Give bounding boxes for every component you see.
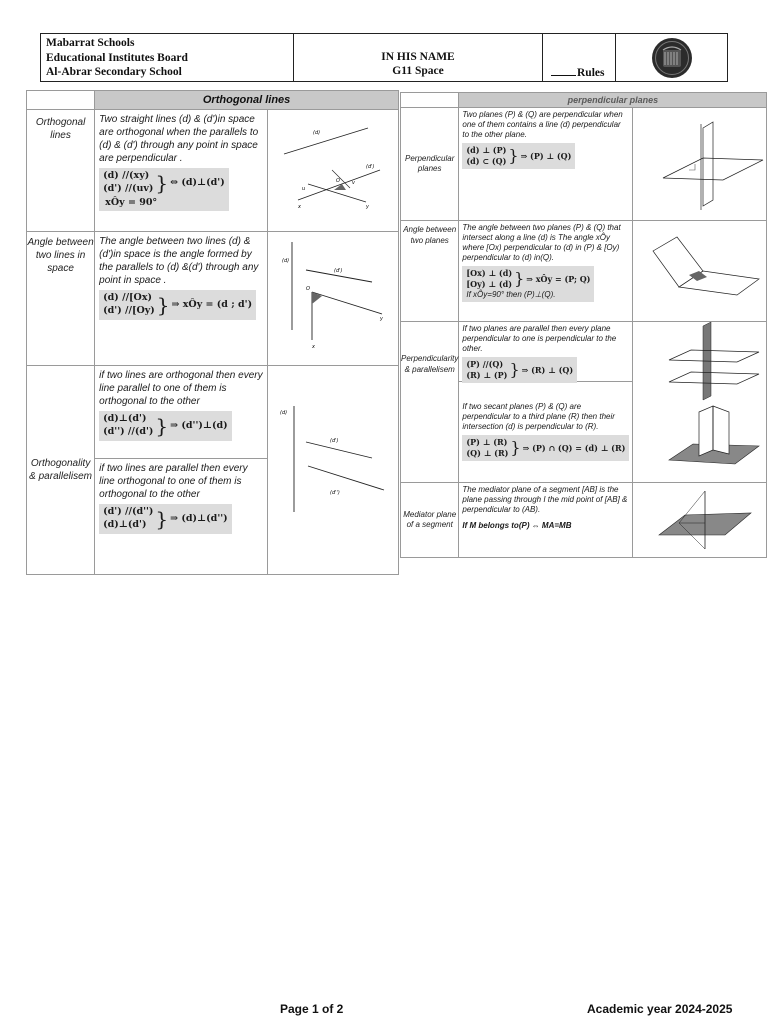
- figure-orthogonality-parallelisem: [267, 366, 398, 575]
- label-orthogonality-parallelisem: Orthogonality & parallelisem: [27, 366, 95, 575]
- figure-perpendicular-planes: [633, 108, 767, 221]
- definition-orthogonal-lines: Two straight lines (d) & (d')in space are orthogonal when the parallels to (d) & (d') through any point in space are perpendicular .: [99, 114, 259, 164]
- formula-line-2: (d') //[Oy): [103, 304, 155, 316]
- figure-perpendicularity-parallelisem: [633, 322, 767, 483]
- formula-line-2: (Q) ⊥ (R): [466, 447, 509, 458]
- label-perpendicularity-parallelisem: Perpendicularity & parallelisem: [401, 322, 459, 483]
- formula-note: If xÔy=90° then (P)⊥(Q).: [466, 289, 556, 299]
- subcell-orthogonal-rule: [95, 366, 266, 459]
- text-perpendicularity-parallelisem: [459, 322, 633, 483]
- fig-label-v: v: [351, 180, 355, 186]
- fig-label-o: O: [305, 286, 310, 292]
- formula-result: ⇔ (d)⊥(d'): [170, 177, 225, 189]
- academic-year: Academic year 2024-2025: [587, 1002, 733, 1016]
- orthogonal-lines-table: [26, 90, 399, 575]
- formula-angle-between-planes: [Ox) ⊥ (d) [Oy) ⊥ (d) } ⇒ xÔy = (P; Q) If xÔy=90° then (P)⊥(Q).: [462, 266, 594, 302]
- label-mediator-plane: Mediator plane of a segment: [401, 483, 459, 558]
- secant-planes-diagram: [633, 404, 766, 480]
- text-mediator-plane: [459, 483, 633, 558]
- formula-orthogonal-lines: (d) //(xy) (d') //(uv) } ⇔ (d)⊥(d') xÔy = 90°: [99, 168, 229, 211]
- formula-result: ⇒ (d)⊥(d''): [170, 513, 228, 525]
- text-angle-between-lines: [95, 232, 267, 366]
- rule-orthogonal: if two lines are orthogonal then every line parallel to one of them is orthogonal to the other: [99, 370, 263, 407]
- formula-line-1: (d) //(xy): [103, 170, 150, 181]
- formula-line-1: (d') //(d''): [103, 506, 154, 517]
- fig-label-d-prime: (d'): [365, 164, 375, 170]
- rule-secant-planes: If two secant planes (P) & (Q) are perpendicular to a third plane (R) then their intersection (d) is perpendicular to (R).: [462, 402, 615, 431]
- rule-parallel-planes: If two planes are parallel then every plane perpendicular to one is perpendicular to the other.: [462, 324, 617, 353]
- label-perpendicular-planes: Perpendicular planes: [401, 108, 459, 221]
- figure-angle-between-planes: [633, 221, 767, 322]
- formula-line-1: (P) //(Q): [466, 359, 504, 369]
- formula-parallel-planes-rule: (P) //(Q) (R) ⊥ (P) } ⇒ (R) ⊥ (Q): [462, 357, 577, 383]
- subcell-parallel-rule: [95, 459, 266, 537]
- formula-line-1: [Ox) ⊥ (d): [466, 268, 513, 278]
- formula-result: ⇒ (P) ⊥ (Q): [520, 150, 572, 161]
- fig-label-y: y: [365, 204, 369, 210]
- fig-label-y: y: [379, 316, 383, 322]
- definition-angle-between-planes: The angle between two planes (P) & (Q) that intersect along a line (d) is The angle xÔy where [Ox) perpendicular to (d) in (P) & [Oy) perpendicular to (d) in(Q).: [462, 223, 621, 262]
- formula-line-1: (d) ⊥ (P): [466, 145, 507, 155]
- formula-parallel-rule: (d') //(d'') (d)⊥(d') } ⇒ (d)⊥(d''): [99, 504, 231, 534]
- formula-result: ⇒ (P) ∩ (Q) = (d) ⊥ (R): [522, 442, 626, 453]
- formula-line-2: (R) ⊥ (P): [466, 369, 508, 380]
- school-line-2: Educational Institutes Board: [46, 51, 188, 64]
- subcell-secant-planes-rule: [459, 382, 632, 463]
- formula-result: ⇒ (R) ⊥ (Q): [521, 364, 574, 375]
- rule-parallel: if two lines are parallel then every line orthogonal to one of them is orthogonal to the other: [99, 463, 248, 500]
- parallel-planes-diagram: [633, 322, 766, 402]
- formula-result: ⇒ xÔy = (P; Q): [526, 273, 591, 284]
- fig-label-d-second: (d''): [329, 490, 340, 496]
- orthogonal-lines-title: Orthogonal lines: [95, 91, 399, 110]
- figure-orthogonal-lines: [267, 110, 398, 232]
- school-emblem-icon: [650, 36, 694, 80]
- orthogonal-lines-diagram: [268, 110, 398, 228]
- fig-label-d: (d): [281, 258, 289, 264]
- text-angle-between-planes: [459, 221, 633, 322]
- perpendicular-planes-diagram: [633, 108, 766, 218]
- orthogonality-diagram: [268, 366, 398, 571]
- header-table: [40, 33, 728, 82]
- fig-label-d: (d): [312, 130, 320, 136]
- definition-mediator-plane: The mediator plane of a segment [AB] is the plane passing through I the mid point of [AB] & perpendicular to (AB).: [462, 485, 628, 514]
- angle-between-planes-diagram: [633, 221, 766, 319]
- label-orthogonal-lines: Orthogonal lines: [27, 110, 95, 232]
- school-info: [41, 34, 294, 81]
- rules-label: Rules: [577, 67, 605, 79]
- formula-line-1: (d) //[Ox): [103, 292, 152, 303]
- angle-between-lines-diagram: [268, 232, 398, 362]
- logo-cell: [616, 34, 727, 81]
- label-angle-between-planes: Angle between two planes: [401, 221, 459, 322]
- fig-label-d-prime: (d'): [333, 268, 343, 274]
- formula-orthogonal-rule: (d)⊥(d') (d'') //(d') } ⇒ (d'')⊥(d): [99, 411, 231, 441]
- formula-line-2: [Oy) ⊥ (d): [466, 278, 512, 289]
- header-center-line2: G11 Space: [392, 65, 444, 77]
- title-cell: [294, 34, 543, 81]
- fig-label-x: x: [297, 204, 301, 210]
- page-number: Page 1 of 2: [280, 1002, 344, 1016]
- figure-mediator-plane: [633, 483, 767, 558]
- formula-perpendicular-planes: (d) ⊥ (P) (d) ⊂ (Q) } ⇒ (P) ⊥ (Q): [462, 143, 575, 169]
- text-orthogonal-lines: [95, 110, 267, 232]
- text-orthogonality-parallelisem: [95, 366, 267, 575]
- school-line-1: Mabarrat Schools: [46, 37, 135, 49]
- subcell-parallel-planes-rule: [459, 322, 632, 382]
- formula-result: ⇒ xÔy = (d ; d'): [171, 299, 253, 311]
- perpendicular-planes-table: [400, 92, 767, 558]
- mediator-plane-diagram: [633, 483, 766, 555]
- rules-cell: [543, 34, 616, 81]
- text-perpendicular-planes: [459, 108, 633, 221]
- fig-label-x: x: [311, 344, 315, 350]
- formula-line-2: (d) ⊂ (Q): [466, 155, 507, 166]
- formula-line-1: (P) ⊥ (R): [466, 437, 508, 447]
- label-angle-between-lines: Angle between two lines in space: [27, 232, 95, 366]
- formula-line-2: (d') //(uv): [103, 182, 154, 194]
- mediator-plane-note: If M belongs to(P) ⇔ MA=MB: [462, 521, 572, 530]
- fig-label-u: u: [301, 186, 305, 192]
- formula-line-1: (d)⊥(d'): [103, 413, 147, 424]
- perpendicular-planes-title: perpendicular planes: [459, 93, 767, 108]
- formula-line-3: xÔy = 90°: [105, 196, 158, 208]
- definition-perpendicular-planes: Two planes (P) & (Q) are perpendicular when one of them contains a line (d) perpendicular to the other plane.: [462, 110, 623, 139]
- formula-result: ⇒ (d'')⊥(d): [170, 420, 228, 432]
- definition-angle-between-lines: The angle between two lines (d) & (d')in space is the angle formed by the parallels to (d) &(d') through any point in space .: [99, 236, 259, 286]
- header-center-line1: IN HIS NAME: [381, 51, 455, 63]
- school-line-3: Al-Abrar Secondary School: [46, 66, 182, 78]
- fig-label-o: O: [335, 178, 340, 184]
- formula-angle-between-lines: (d) //[Ox) (d') //[Oy) } ⇒ xÔy = (d ; d'): [99, 290, 256, 320]
- formula-secant-planes-rule: (P) ⊥ (R) (Q) ⊥ (R) } ⇒ (P) ∩ (Q) = (d) ⊥ (R): [462, 435, 629, 461]
- formula-line-2: (d)⊥(d'): [103, 518, 147, 530]
- figure-angle-between-lines: [267, 232, 398, 366]
- fig-label-d-prime: (d'): [329, 438, 339, 444]
- fig-label-d: (d): [279, 410, 287, 416]
- formula-line-2: (d'') //(d'): [103, 425, 154, 437]
